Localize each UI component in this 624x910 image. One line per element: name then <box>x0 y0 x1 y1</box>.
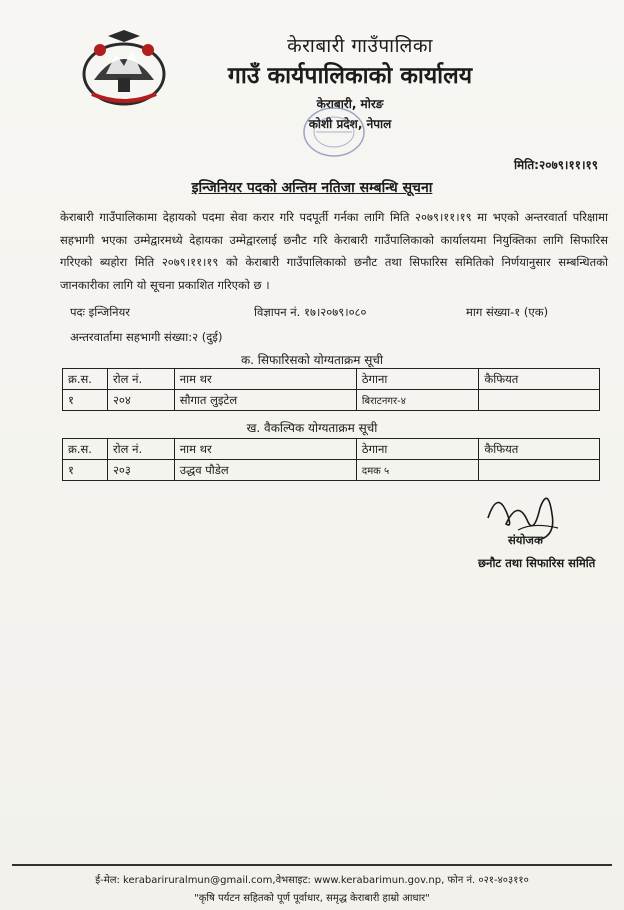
office-stamp-icon <box>286 100 382 164</box>
advertisement-number: विज्ञापन नं. १७।२०७९।०८० <box>254 305 367 319</box>
cell-name: उद्धव पौडेल <box>174 460 356 481</box>
notice-title <box>0 178 624 197</box>
alternate-list-table <box>62 438 600 481</box>
table-header-row <box>63 439 600 460</box>
cell-remarks <box>479 390 600 411</box>
col-roll-number: रोल नं. <box>107 369 174 390</box>
notice-body: केराबारी गाउँपालिकामा देहायको पदमा सेवा करार गरि पदपूर्ती गर्नका लागि मिति २०७९।११।१९ मा भएको अन्तरवार्ता परिक्षामा सहभागी भएका उम्मेद्वारमध्ये देहायका उम्मेद्वारलाई छनौट गरि केराबारी गाउँपालिकाको कार्यालयमा नियुक्तिका लागि सिफारिस गरिएको ब्यहोरा मिति २०७९।११।१९ को केराबारी गाउँपालिकाको छनौट तथा सिफारिस समितिको निर्णयानुसार सम्बन्धितको जानकारीका लागि यो सूचना प्रकाशित गरिएको छ । <box>60 210 608 292</box>
municipality-name: केराबारी गाउँपालिका <box>287 35 433 57</box>
cell-serial: १ <box>63 390 108 411</box>
footer-divider <box>12 864 612 866</box>
nepal-emblem-icon <box>78 28 170 108</box>
post-name: पदः इन्जिनियर <box>70 305 130 319</box>
col-serial: क्र.स. <box>63 369 108 390</box>
committee-name: छनौट तथा सिफारिस समिति <box>478 556 596 570</box>
cell-address: दमक ५ <box>356 460 479 481</box>
recommended-list-table <box>62 368 600 411</box>
col-remarks: कैफियत <box>479 369 600 390</box>
notice-title-text: इन्जिनियर पदको अन्तिम नतिजा सम्बन्धि सूचना <box>191 180 433 196</box>
cell-serial: १ <box>63 460 108 481</box>
table-row <box>63 390 600 411</box>
col-name: नाम थर <box>174 439 356 460</box>
signatory-role: संयोजक <box>508 533 543 547</box>
office-province: कोशी प्रदेश, नेपाल <box>308 117 392 131</box>
col-remarks: कैफियत <box>479 439 600 460</box>
col-address: ठेगाना <box>356 439 479 460</box>
demand-count: माग संख्या-१ (एक) <box>466 305 549 319</box>
cell-address: बिराटनगर-४ <box>356 390 479 411</box>
cell-roll-number: २०४ <box>107 390 174 411</box>
col-serial: क्र.स. <box>63 439 108 460</box>
recommended-list-title: क. सिफारिसको योग्यताक्रम सूची <box>240 353 384 367</box>
footer-contact: ई-मेल: kerabariruralmun@gmail.com,वेभसाइट: www.kerabarimun.gov.np, फोन नं. ०२१-४०३११० <box>95 875 529 886</box>
office-location: केराबारी, मोरङ <box>316 97 384 111</box>
table-header-row <box>63 369 600 390</box>
interview-participants: अन्तरवार्तामा सहभागी संख्या:२ (दुई) <box>70 330 223 344</box>
col-address: ठेगाना <box>356 369 479 390</box>
footer-slogan: "कृषि पर्यटन सहितको पूर्ण पूर्वाधार, समृद्ध केराबारी हाम्रो आधार" <box>194 893 430 904</box>
office-name: गाउँ कार्यपालिकाको कार्यालय <box>227 63 473 89</box>
cell-name: सौगात लुइटेल <box>174 390 356 411</box>
cell-roll-number: २०३ <box>107 460 174 481</box>
notice-date: मिति:२०७९।११।१९ <box>513 158 598 172</box>
col-roll-number: रोल नं. <box>107 439 174 460</box>
col-name: नाम थर <box>174 369 356 390</box>
alternate-list-title: ख. वैकल्पिक योग्यताक्रम सूची <box>246 421 378 435</box>
